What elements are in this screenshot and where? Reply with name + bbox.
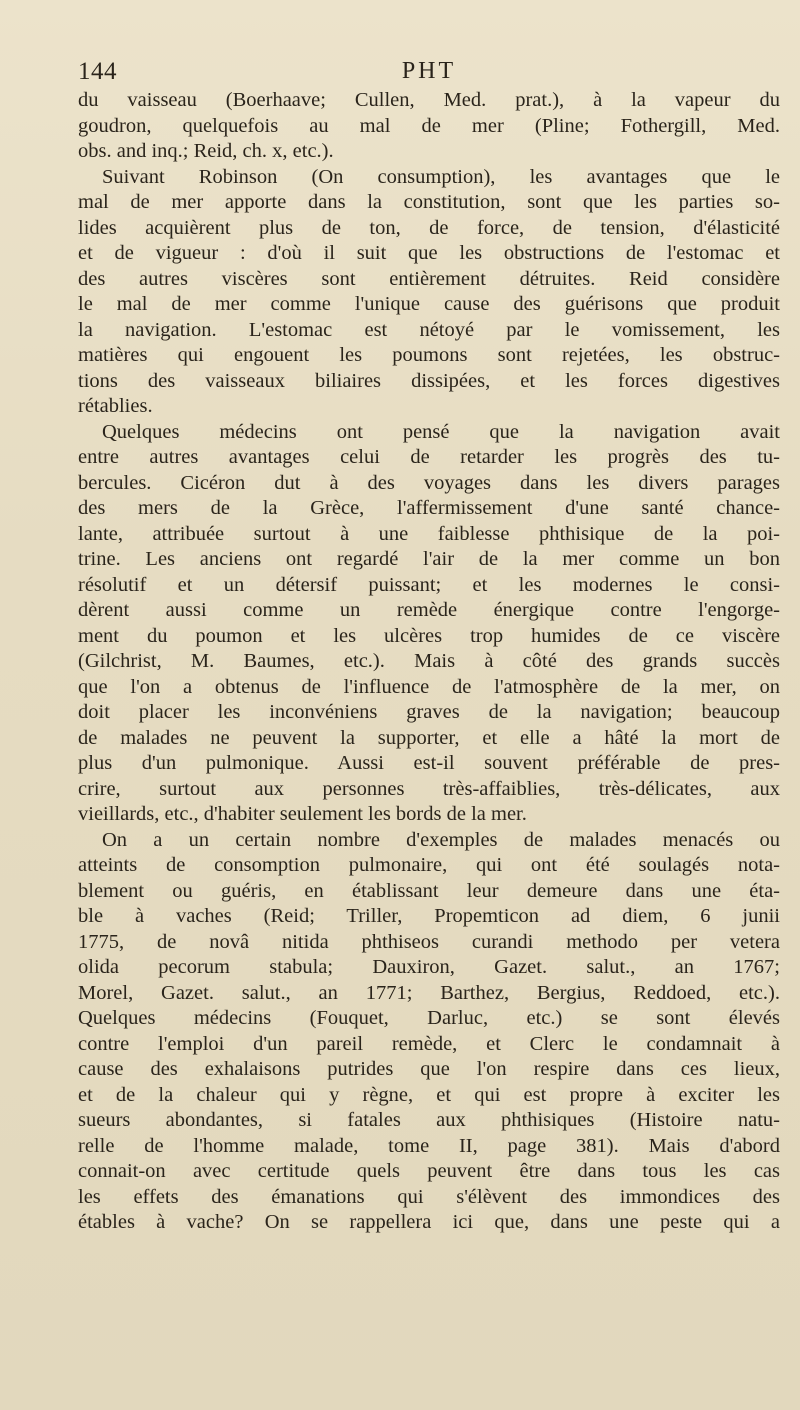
text-line: sueurs abondantes, si fatales aux phthisiques (Histoire natu- <box>78 1109 780 1131</box>
text-line: les effets des émanations qui s'élèvent des immondices des <box>78 1185 780 1208</box>
text-line: doit placer les inconvéniens graves de la navigation; beaucoup <box>78 701 780 723</box>
text-line: olida pecorum stabula; Dauxiron, Gazet. salut., an 1767; <box>78 956 780 978</box>
text-line: obs. and inq.; Reid, ch. x, etc.). <box>78 140 334 162</box>
text-line: blement ou guéris, en établissant leur demeure dans une éta- <box>78 879 780 902</box>
text-line: vieillards, etc., d'habiter seulement les bords de la mer. <box>78 803 527 825</box>
text-line: relle de l'homme malade, tome II, page 381). Mais d'abord <box>78 1134 780 1157</box>
body-text <box>78 88 780 1236</box>
text-line: résolutif et un détersif puissant; et les modernes le consi- <box>78 573 780 596</box>
text-line: Morel, Gazet. salut., an 1771; Barthez, Bergius, Reddoed, etc.). <box>78 981 780 1004</box>
text-line: et de vigueur : d'où il suit que les obstructions de l'estomac et <box>78 242 780 264</box>
text-line: crire, surtout aux personnes très-affaiblies, très-délicates, aux <box>78 777 780 800</box>
text-line: cause des exhalaisons putrides que l'on respire dans ces lieux, <box>78 1058 780 1080</box>
page-header <box>78 58 780 90</box>
text-line: mal de mer apporte dans la constitution, sont que les parties so- <box>78 191 780 213</box>
text-line: le mal de mer comme l'unique cause des guérisons que produit <box>78 293 780 315</box>
page-number: 144 <box>78 58 117 85</box>
text-line: trine. Les anciens ont regardé l'air de la mer comme un bon <box>78 548 780 570</box>
text-line: ment du poumon et les ulcères trop humides de ce viscère <box>78 624 780 647</box>
text-line: Suivant Robinson (On consumption), les avantages que le <box>102 165 780 188</box>
text-line: atteints de consomption pulmonaire, qui ont été soulagés nota- <box>78 854 780 876</box>
text-line: On a un certain nombre d'exemples de malades menacés ou <box>102 828 780 851</box>
text-line: goudron, quelquefois au mal de mer (Pline; Fothergill, Med. <box>78 114 780 137</box>
text-line: plus d'un pulmonique. Aussi est-il souvent préférable de pres- <box>78 752 780 774</box>
text-line: matières qui engouent les poumons sont rejetées, les obstruc- <box>78 344 780 366</box>
text-line: que l'on a obtenus de l'influence de l'atmosphère de la mer, on <box>78 675 780 698</box>
text-line: contre l'emploi d'un pareil remède, et Clerc le condamnait à <box>78 1032 780 1055</box>
text-line: 1775, de novâ nitida phthiseos curandi methodo per vetera <box>78 930 780 953</box>
text-line: tions des vaisseaux biliaires dissipées, et les forces digestives <box>78 369 780 392</box>
text-line: des mers de la Grèce, l'affermissement d'une santé chance- <box>78 497 780 519</box>
text-line: dèrent aussi comme un remède énergique contre l'engorge- <box>78 599 780 621</box>
text-line: lides acquièrent plus de ton, de force, de tension, d'élasticité <box>78 216 780 239</box>
text-line: ble à vaches (Reid; Triller, Propemticon ad diem, 6 junii <box>78 905 780 927</box>
text-line: Quelques médecins (Fouquet, Darluc, etc.) se sont élevés <box>78 1007 780 1029</box>
text-line: (Gilchrist, M. Baumes, etc.). Mais à côté des grands succès <box>78 650 780 672</box>
text-line: étables à vache? On se rappellera ici que, dans une peste qui a <box>78 1211 780 1233</box>
text-line: rétablies. <box>78 395 153 417</box>
text-line: de malades ne peuvent la supporter, et elle a hâté la mort de <box>78 726 780 749</box>
text-line: des autres viscères sont entièrement détruites. Reid considère <box>78 267 780 290</box>
text-line: lante, attribuée surtout à une faiblesse phthisique de la poi- <box>78 522 780 545</box>
text-line: connait-on avec certitude quels peuvent être dans tous les cas <box>78 1160 780 1182</box>
text-line: du vaisseau (Boerhaave; Cullen, Med. prat.), à la vapeur du <box>78 89 780 111</box>
text-line: entre autres avantages celui de retarder les progrès des tu- <box>78 446 780 468</box>
text-line: bercules. Cicéron dut à des voyages dans les divers parages <box>78 471 780 494</box>
running-head: PHT <box>401 58 457 84</box>
text-line: la navigation. L'estomac est nétoyé par le vomissement, les <box>78 318 780 341</box>
text-line: Quelques médecins ont pensé que la navigation avait <box>102 420 780 443</box>
text-line: et de la chaleur qui y règne, et qui est propre à exciter les <box>78 1083 780 1106</box>
